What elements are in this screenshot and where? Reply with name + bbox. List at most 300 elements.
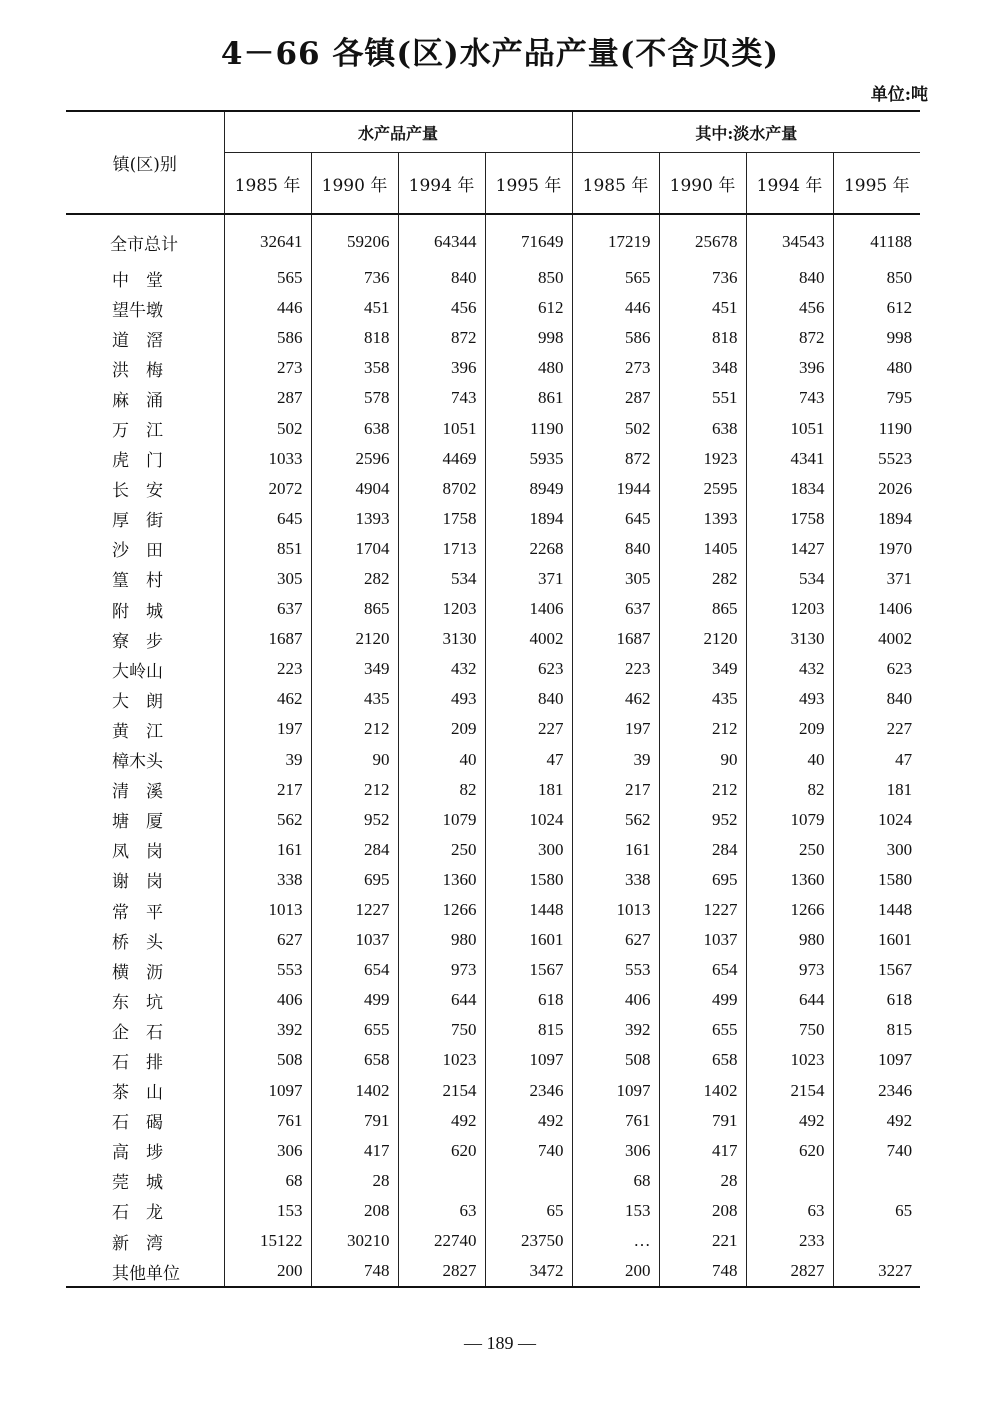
row-name: 沙 田 [66, 534, 224, 564]
table-row [66, 1076, 920, 1106]
table-row [66, 504, 920, 534]
table-cell: 791 [311, 1106, 398, 1136]
table-cell: 1013 [572, 895, 659, 925]
table-cell: 2072 [224, 474, 311, 504]
table-cell: 432 [746, 654, 833, 684]
table-cell: 761 [572, 1106, 659, 1136]
table-cell: 1580 [485, 865, 572, 895]
table-cell: 227 [485, 714, 572, 744]
table-cell: 212 [311, 714, 398, 744]
table-cell: 620 [746, 1136, 833, 1166]
table-cell: 1448 [833, 895, 920, 925]
table-cell: 493 [746, 684, 833, 714]
table-cell: 840 [572, 534, 659, 564]
table-cell: 2595 [659, 474, 746, 504]
table-cell: 502 [572, 413, 659, 443]
table-row [66, 1226, 920, 1256]
row-name: 常 平 [66, 895, 224, 925]
table-cell: 1051 [746, 413, 833, 443]
table-cell: 4002 [833, 624, 920, 654]
table-cell: 1013 [224, 895, 311, 925]
table-cell: 562 [572, 805, 659, 835]
table-cell: 396 [746, 353, 833, 383]
table-cell: 217 [224, 775, 311, 805]
table-cell: 5523 [833, 444, 920, 474]
row-name: 麻 涌 [66, 383, 224, 413]
table-cell: 618 [485, 985, 572, 1015]
table-cell: 872 [572, 444, 659, 474]
table-cell: 658 [311, 1045, 398, 1075]
table-cell: 1037 [311, 925, 398, 955]
table-cell: 63 [746, 1196, 833, 1226]
table-cell: 565 [572, 263, 659, 293]
table-cell: 1567 [485, 955, 572, 985]
row-name: 谢 岗 [66, 865, 224, 895]
header-year: 1990 年 [311, 153, 398, 215]
table-cell: 82 [398, 775, 485, 805]
header-year: 1994 年 [746, 153, 833, 215]
table-cell: 2346 [833, 1076, 920, 1106]
table-cell: 349 [659, 654, 746, 684]
table-cell: 181 [485, 775, 572, 805]
table-cell: 90 [659, 745, 746, 775]
table-cell: 4469 [398, 444, 485, 474]
table-cell: 2596 [311, 444, 398, 474]
table-cell: 406 [224, 985, 311, 1015]
table-cell: 90 [311, 745, 398, 775]
table-cell: 480 [833, 353, 920, 383]
table-cell: 65 [833, 1196, 920, 1226]
table-row [66, 624, 920, 654]
table-row [66, 214, 920, 263]
table-cell: 1448 [485, 895, 572, 925]
table-cell: 8702 [398, 474, 485, 504]
table-cell: 392 [224, 1015, 311, 1045]
row-name: 大 朗 [66, 684, 224, 714]
table-cell: 153 [224, 1196, 311, 1226]
table-cell: 973 [746, 955, 833, 985]
table-cell: 456 [398, 293, 485, 323]
table-row [66, 1045, 920, 1075]
table-cell: 1203 [746, 594, 833, 624]
table-cell: 371 [485, 564, 572, 594]
table-cell: 638 [659, 413, 746, 443]
table-cell: 865 [311, 594, 398, 624]
table-cell: 25678 [659, 214, 746, 263]
header-year: 1995 年 [833, 153, 920, 215]
header-year: 1985 年 [224, 153, 311, 215]
table-cell: 197 [572, 714, 659, 744]
table-cell: 338 [224, 865, 311, 895]
table-cell: 492 [398, 1106, 485, 1136]
table-cell: 28 [659, 1166, 746, 1196]
table-cell: 551 [659, 383, 746, 413]
table-cell: 1203 [398, 594, 485, 624]
table-cell: 161 [224, 835, 311, 865]
table-row [66, 805, 920, 835]
row-name: 横 沥 [66, 955, 224, 985]
table-cell: 654 [311, 955, 398, 985]
table-row [66, 293, 920, 323]
table-cell: 284 [659, 835, 746, 865]
table-cell: 181 [833, 775, 920, 805]
table-row [66, 775, 920, 805]
table-cell: 1601 [833, 925, 920, 955]
table-cell: 645 [572, 504, 659, 534]
table-cell: 1970 [833, 534, 920, 564]
table-cell: 348 [659, 353, 746, 383]
table-cell: 392 [572, 1015, 659, 1045]
row-name: 桥 头 [66, 925, 224, 955]
table-cell: 30210 [311, 1226, 398, 1256]
table-row [66, 654, 920, 684]
row-name: 长 安 [66, 474, 224, 504]
header-year: 1995 年 [485, 153, 572, 215]
table-cell: 840 [398, 263, 485, 293]
table-row [66, 1136, 920, 1166]
table-cell: 736 [311, 263, 398, 293]
table-cell: 840 [485, 684, 572, 714]
table-row [66, 1196, 920, 1226]
table-cell: 59206 [311, 214, 398, 263]
table-cell: 1580 [833, 865, 920, 895]
table-cell: 748 [311, 1256, 398, 1287]
row-name: 洪 梅 [66, 353, 224, 383]
row-name: 企 石 [66, 1015, 224, 1045]
table-cell: 2120 [659, 624, 746, 654]
table-cell: 695 [311, 865, 398, 895]
table-cell: 740 [485, 1136, 572, 1166]
table-cell: 40 [746, 745, 833, 775]
table-cell: 287 [224, 383, 311, 413]
table-cell: 349 [311, 654, 398, 684]
row-name: 全市总计 [66, 214, 224, 263]
table-cell: 750 [746, 1015, 833, 1045]
row-name: 清 溪 [66, 775, 224, 805]
table-cell: 736 [659, 263, 746, 293]
table-cell: 1758 [398, 504, 485, 534]
table-cell: 47 [833, 745, 920, 775]
table-cell: 1227 [659, 895, 746, 925]
table-cell: 980 [746, 925, 833, 955]
row-name: 道 滘 [66, 323, 224, 353]
table-row [66, 925, 920, 955]
table-cell: 417 [311, 1136, 398, 1166]
table-cell: 612 [485, 293, 572, 323]
table-cell: 34543 [746, 214, 833, 263]
table-cell: 432 [398, 654, 485, 684]
table-cell: 223 [572, 654, 659, 684]
table-cell: 952 [659, 805, 746, 835]
production-table-wrapper [66, 110, 920, 1288]
table-row [66, 323, 920, 353]
table-cell: 3472 [485, 1256, 572, 1287]
table-cell: 534 [398, 564, 485, 594]
table-cell: 502 [224, 413, 311, 443]
header-group-total: 水产品产量 [224, 111, 572, 153]
table-cell: 306 [572, 1136, 659, 1166]
table-cell: 82 [746, 775, 833, 805]
table-cell: 1023 [398, 1045, 485, 1075]
table-row [66, 745, 920, 775]
table-cell: 1023 [746, 1045, 833, 1075]
table-row [66, 835, 920, 865]
table-cell: 1360 [398, 865, 485, 895]
table-cell: 223 [224, 654, 311, 684]
table-cell: 645 [224, 504, 311, 534]
table-cell: 1227 [311, 895, 398, 925]
table-cell: 973 [398, 955, 485, 985]
unit-label: 单位:吨 [870, 85, 928, 105]
table-cell: 208 [311, 1196, 398, 1226]
table-cell: 153 [572, 1196, 659, 1226]
table-cell: 1834 [746, 474, 833, 504]
table-cell: 1393 [659, 504, 746, 534]
row-name: 篁 村 [66, 564, 224, 594]
table-cell: 1037 [659, 925, 746, 955]
table-cell: 282 [659, 564, 746, 594]
header-year: 1994 年 [398, 153, 485, 215]
table-cell: 3130 [398, 624, 485, 654]
table-cell: 562 [224, 805, 311, 835]
table-cell: 209 [746, 714, 833, 744]
table-cell: 818 [311, 323, 398, 353]
table-cell: 818 [659, 323, 746, 353]
row-name: 附 城 [66, 594, 224, 624]
table-cell: 508 [224, 1045, 311, 1075]
table-cell: 217 [572, 775, 659, 805]
row-name: 莞 城 [66, 1166, 224, 1196]
table-cell: 499 [659, 985, 746, 1015]
table-cell: 1393 [311, 504, 398, 534]
table-row [66, 1256, 920, 1287]
table-row [66, 564, 920, 594]
table-cell [398, 1166, 485, 1196]
row-name: 樟木头 [66, 745, 224, 775]
table-cell: 446 [224, 293, 311, 323]
table-cell: 1687 [224, 624, 311, 654]
table-cell: 273 [224, 353, 311, 383]
table-row [66, 714, 920, 744]
table-cell: 1097 [224, 1076, 311, 1106]
row-name: 大岭山 [66, 654, 224, 684]
table-cell: 791 [659, 1106, 746, 1136]
table-cell: 493 [398, 684, 485, 714]
table-cell: 850 [485, 263, 572, 293]
table-cell: 250 [398, 835, 485, 865]
table-cell: 1024 [485, 805, 572, 835]
table-cell: 284 [311, 835, 398, 865]
table-cell: 23750 [485, 1226, 572, 1256]
table-cell: 39 [572, 745, 659, 775]
table-cell: 2154 [398, 1076, 485, 1106]
row-name: 塘 厦 [66, 805, 224, 835]
table-cell: 41188 [833, 214, 920, 263]
table-cell: 578 [311, 383, 398, 413]
row-name: 石 排 [66, 1045, 224, 1075]
table-row [66, 474, 920, 504]
table-cell: 644 [746, 985, 833, 1015]
table-cell: 451 [659, 293, 746, 323]
table-cell: 1051 [398, 413, 485, 443]
table-cell: 872 [746, 323, 833, 353]
table-cell: 840 [746, 263, 833, 293]
table-cell: 300 [485, 835, 572, 865]
table-cell [833, 1166, 920, 1196]
table-cell: 1406 [833, 594, 920, 624]
table-cell: 456 [746, 293, 833, 323]
table-cell: 815 [485, 1015, 572, 1045]
table-cell: 396 [398, 353, 485, 383]
table-cell: 451 [311, 293, 398, 323]
table-cell: 644 [398, 985, 485, 1015]
row-name: 茶 山 [66, 1076, 224, 1106]
table-cell: 305 [224, 564, 311, 594]
row-name: 东 坑 [66, 985, 224, 1015]
table-cell: 64344 [398, 214, 485, 263]
table-cell: 740 [833, 1136, 920, 1166]
table-cell: 1427 [746, 534, 833, 564]
table-row [66, 594, 920, 624]
table-cell: 306 [224, 1136, 311, 1166]
table-cell: 4341 [746, 444, 833, 474]
table-cell: 4002 [485, 624, 572, 654]
table-cell: 68 [224, 1166, 311, 1196]
header-row-label: 镇(区)别 [66, 111, 224, 214]
table-row [66, 895, 920, 925]
table-cell: 65 [485, 1196, 572, 1226]
table-cell: 998 [833, 323, 920, 353]
table-cell: 1601 [485, 925, 572, 955]
row-name: 石 碣 [66, 1106, 224, 1136]
row-name: 黄 江 [66, 714, 224, 744]
table-row [66, 353, 920, 383]
table-cell: 872 [398, 323, 485, 353]
table-cell: 980 [398, 925, 485, 955]
table-cell: 492 [833, 1106, 920, 1136]
table-row [66, 865, 920, 895]
table-cell: 305 [572, 564, 659, 594]
table-cell: 1024 [833, 805, 920, 835]
table-cell: 3227 [833, 1256, 920, 1287]
table-row [66, 444, 920, 474]
table-cell: 406 [572, 985, 659, 1015]
table-cell: 1266 [398, 895, 485, 925]
table-cell: 695 [659, 865, 746, 895]
table-cell: 15122 [224, 1226, 311, 1256]
table-cell: 1360 [746, 865, 833, 895]
table-cell: 40 [398, 745, 485, 775]
row-name: 其他单位 [66, 1256, 224, 1287]
table-cell: 3130 [746, 624, 833, 654]
table-cell: 1402 [311, 1076, 398, 1106]
page-title: 4－66 各镇(区)水产品产量(不含贝类) [220, 36, 780, 72]
table-cell: 435 [311, 684, 398, 714]
table-cell: 850 [833, 263, 920, 293]
table-cell: 480 [485, 353, 572, 383]
table-cell: 4904 [311, 474, 398, 504]
row-name: 厚 街 [66, 504, 224, 534]
table-cell: 623 [485, 654, 572, 684]
table-cell: 209 [398, 714, 485, 744]
table-cell: 534 [746, 564, 833, 594]
table-cell: 1079 [746, 805, 833, 835]
table-cell: 435 [659, 684, 746, 714]
table-cell: 620 [398, 1136, 485, 1166]
table-cell: 2026 [833, 474, 920, 504]
table-cell: 586 [572, 323, 659, 353]
table-cell: 1097 [485, 1045, 572, 1075]
table-cell: 22740 [398, 1226, 485, 1256]
table-cell: 300 [833, 835, 920, 865]
table-cell: 1079 [398, 805, 485, 835]
table-cell: 63 [398, 1196, 485, 1226]
table-cell: 371 [833, 564, 920, 594]
table-cell [485, 1166, 572, 1196]
table-cell [833, 1226, 920, 1256]
table-cell: 627 [572, 925, 659, 955]
table-cell: 446 [572, 293, 659, 323]
header-year: 1990 年 [659, 153, 746, 215]
table-cell: 2827 [398, 1256, 485, 1287]
table-cell: 212 [659, 714, 746, 744]
table-cell: 233 [746, 1226, 833, 1256]
table-cell: 612 [833, 293, 920, 323]
table-cell: 2120 [311, 624, 398, 654]
table-cell: 2827 [746, 1256, 833, 1287]
table-cell: 1190 [833, 413, 920, 443]
table-cell: 1923 [659, 444, 746, 474]
production-table [66, 110, 920, 1288]
table-cell: 47 [485, 745, 572, 775]
table-cell: 553 [224, 955, 311, 985]
row-name: 凤 岗 [66, 835, 224, 865]
table-cell: 417 [659, 1136, 746, 1166]
table-cell: 638 [311, 413, 398, 443]
page-number: — 189 — [464, 1333, 536, 1353]
table-cell: 586 [224, 323, 311, 353]
table-cell: 197 [224, 714, 311, 744]
table-cell: 815 [833, 1015, 920, 1045]
table-cell: 952 [311, 805, 398, 835]
table-cell: … [572, 1226, 659, 1256]
table-cell: 2154 [746, 1076, 833, 1106]
table-cell: 658 [659, 1045, 746, 1075]
table-cell: 212 [659, 775, 746, 805]
table-row [66, 534, 920, 564]
table-cell: 851 [224, 534, 311, 564]
table-row [66, 955, 920, 985]
table-row [66, 1166, 920, 1196]
table-cell: 492 [746, 1106, 833, 1136]
table-cell: 623 [833, 654, 920, 684]
table-cell: 743 [398, 383, 485, 413]
table-cell: 637 [224, 594, 311, 624]
table-cell: 338 [572, 865, 659, 895]
table-cell: 1266 [746, 895, 833, 925]
table-cell: 743 [746, 383, 833, 413]
row-name: 望牛墩 [66, 293, 224, 323]
table-cell: 8949 [485, 474, 572, 504]
table-cell: 287 [572, 383, 659, 413]
table-cell: 462 [224, 684, 311, 714]
table-row [66, 985, 920, 1015]
table-cell: 1097 [833, 1045, 920, 1075]
row-name: 万 江 [66, 413, 224, 443]
table-cell: 221 [659, 1226, 746, 1256]
table-cell: 1894 [833, 504, 920, 534]
table-cell: 68 [572, 1166, 659, 1196]
